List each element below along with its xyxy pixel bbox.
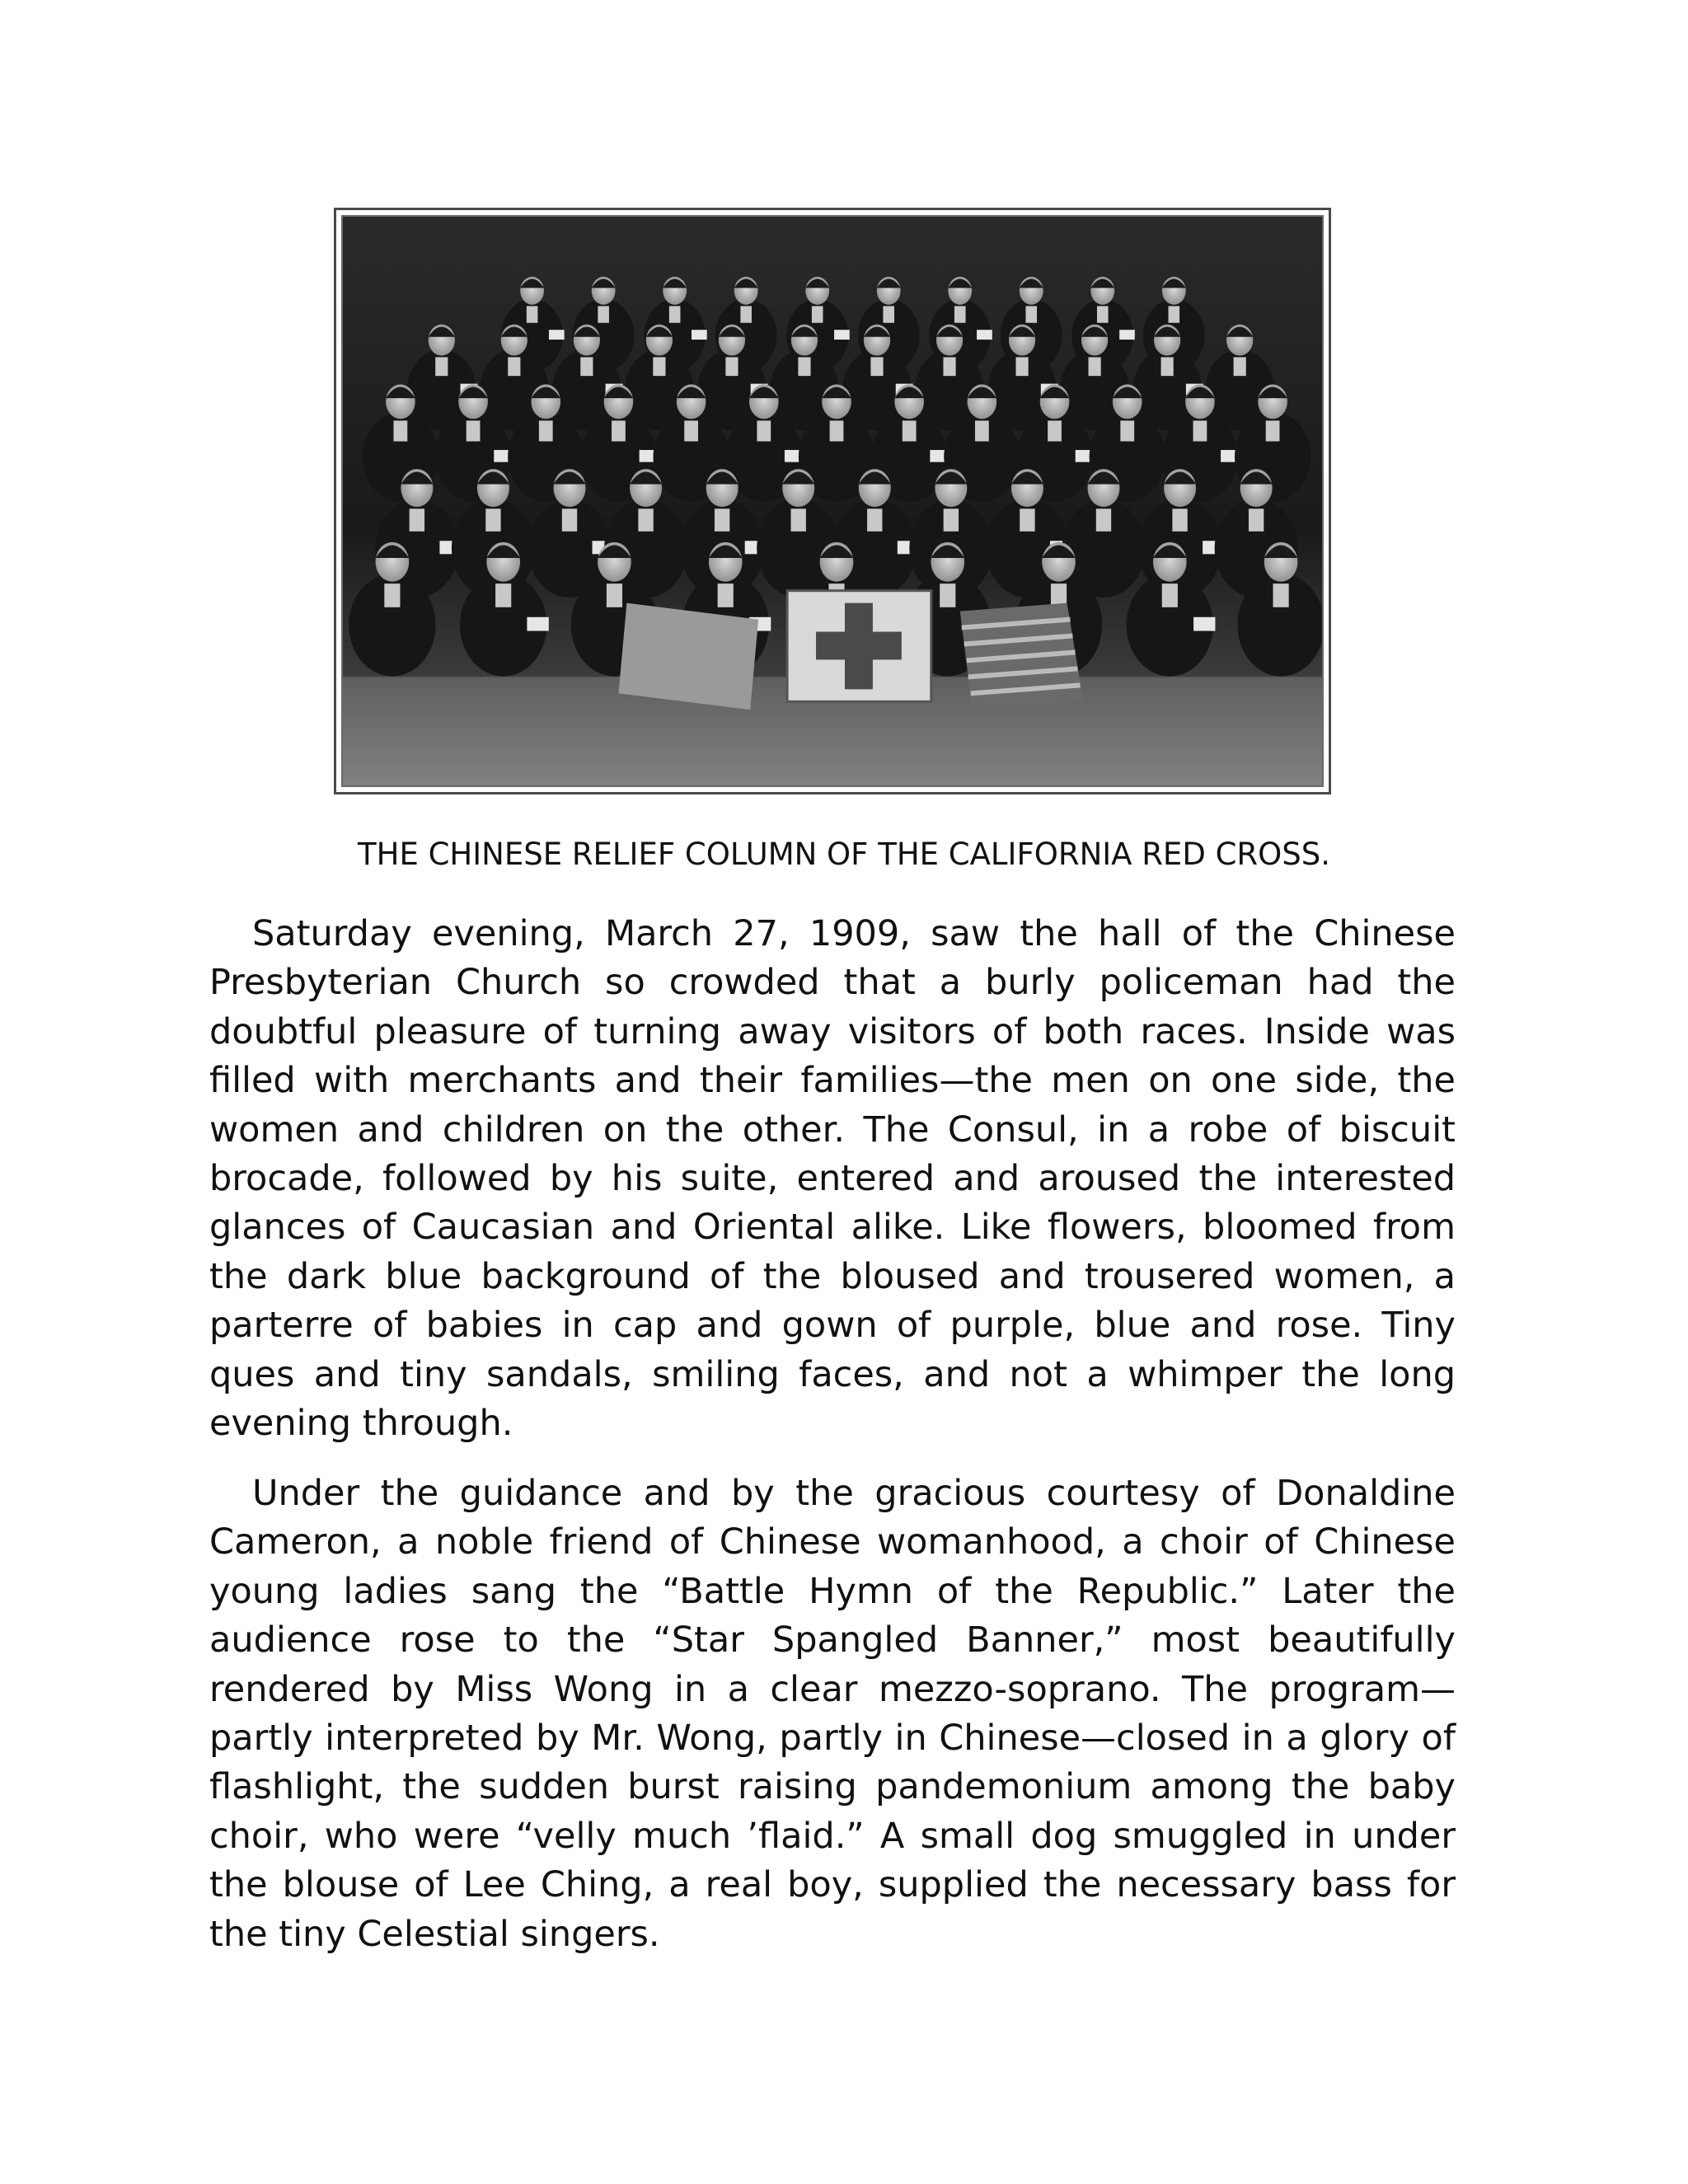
paragraph-2: Under the guidance and by the gracious courtesy of Donaldine Cameron, a noble friend of Chinese womanhood, a choir of Chinese young ladies sang the “Battle Hymn of the Republic.” Later the audience rose to the “Star Spangled Banner,” most beautifully rendered by Miss Wong in a clear mezzo-soprano. The program—partly interpreted by Mr. Wong, partly in Chinese—closed in a glory of flashlight, the sudden burst raising pandemonium among the baby choir, who were “velly much ’flaid.” A small dog smuggled in under the blouse of Lee Ching, a real boy, supplied the necessary bass for the tiny Celestial singers.	[209, 1473, 1456, 1955]
photograph-image	[343, 217, 1322, 785]
photo-frame	[334, 208, 1331, 794]
paragraph-1: Saturday evening, March 27, 1909, saw the hall of the Chinese Presbyterian Church so crowded that a burly policeman had the doubtful pleasure of turning away visitors of both races. Inside was filled with merchants and their families—the men on one side, the women and children on the other. The Consul, in a robe of biscuit brocade, followed by his suite, entered and aroused the interested glances of Caucasian and Oriental alike. Like flowers, bloomed from the dark blue background of the bloused and trousered women, a parterre of babies in cap and gown of purple, blue and rose. Tiny ques and tiny sandals, smiling faces, and not a whimper the long evening through.	[209, 913, 1456, 1445]
photo-caption: THE CHINESE RELIEF COLUMN OF THE CALIFORNIA RED CROSS.	[358, 837, 1330, 872]
chinese-flag	[618, 603, 758, 710]
group-photograph	[341, 215, 1324, 787]
american-flag	[960, 603, 1084, 710]
